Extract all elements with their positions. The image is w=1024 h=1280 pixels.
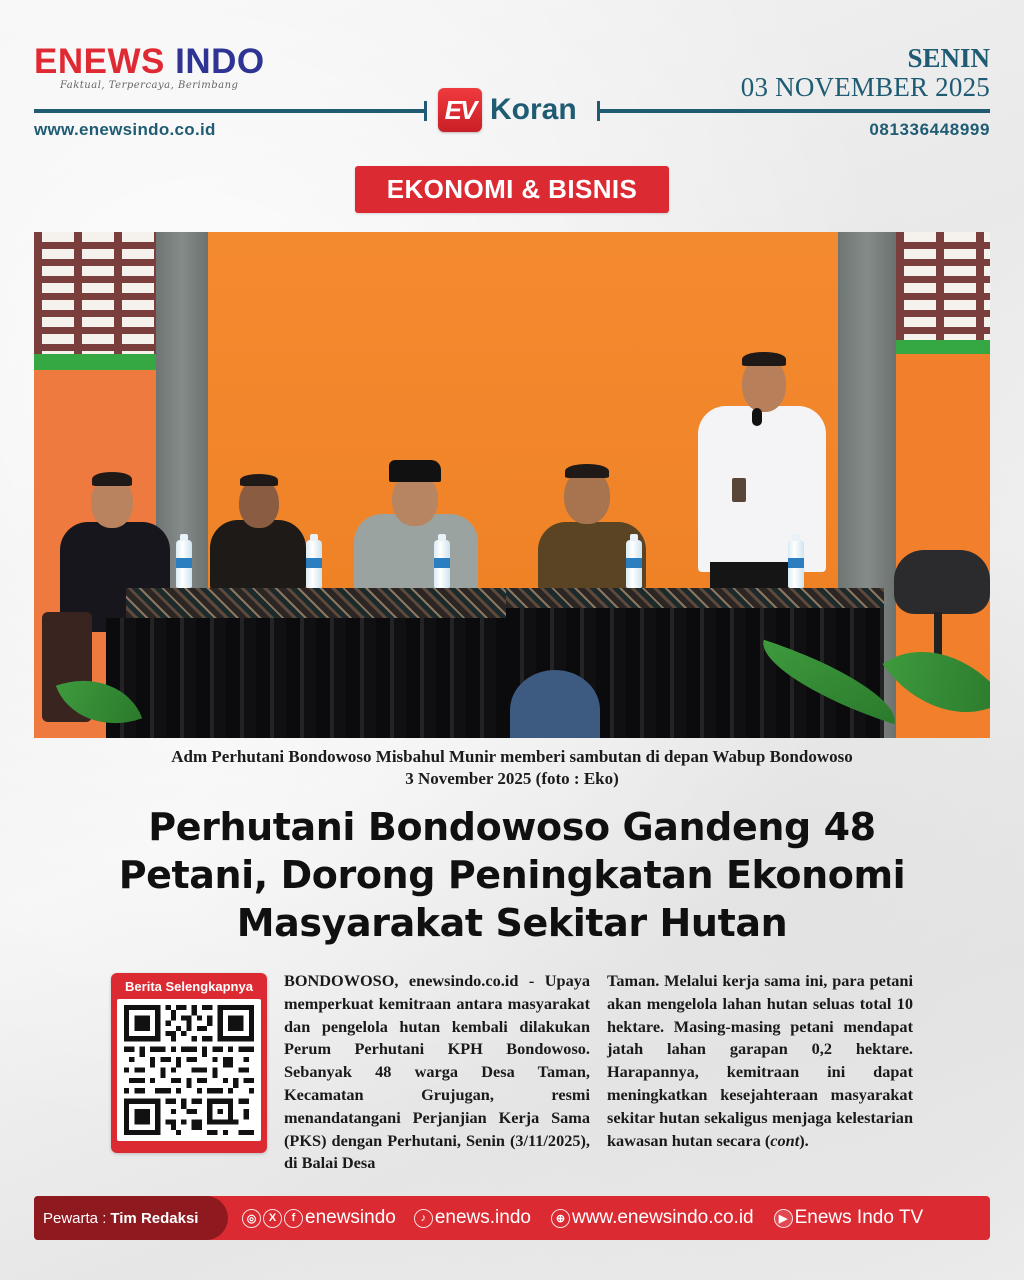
article-headline: [34, 803, 990, 947]
article-column-2-end: ).: [799, 1130, 809, 1150]
water-bottle: [788, 540, 804, 588]
table-cloth-right: [506, 588, 884, 608]
publication-day: SENIN: [907, 43, 990, 73]
person-3-peci: [389, 460, 441, 482]
person-1-hair: [92, 472, 132, 486]
x-icon: X: [263, 1209, 282, 1228]
brand-title-indo: INDO: [175, 42, 265, 81]
brand-title-enews: ENEWS: [34, 42, 165, 81]
water-bottle: [176, 540, 192, 588]
article-column-2-text: Taman. Melalui kerja sama ini, para petani akan mengelola lahan hutan seluas total 10 hektare. Masing-masing petani mendapat jatah lahan garapan 0,2 hektare. Harapannya, kemitraan ini dapat meningkatkan kesejahteraan masyarakat sekitar hutan sekaligus menjaga kelestarian kawasan hutan secara (: [607, 971, 913, 1150]
person-4-hair: [565, 464, 609, 478]
table-skirt-left: [106, 618, 506, 738]
brand-title: [34, 42, 265, 82]
youtube-icon: ▶: [774, 1209, 793, 1228]
photo-caption: [34, 746, 990, 790]
person-2-hair: [240, 474, 278, 486]
edition-label: Koran: [490, 93, 577, 126]
qr-card[interactable]: [111, 973, 267, 1153]
header-rule-left: [34, 109, 426, 113]
headline-line-3: Masyarakat Sekitar Hutan: [236, 901, 788, 945]
header-rule-right: [598, 109, 990, 113]
brick-vent-right: [896, 232, 990, 340]
reporter-name: Tim Redaksi: [110, 1209, 199, 1227]
ev-logo-icon: EV: [438, 88, 482, 132]
social-link-website[interactable]: [551, 1207, 754, 1229]
brand-logo: [34, 42, 265, 91]
category-badge: EKONOMI & BISNIS: [355, 166, 669, 213]
publication-date: 03 NOVEMBER 2025: [740, 72, 990, 102]
edition-badge: [438, 88, 577, 132]
website-link[interactable]: www.enewsindo.co.id: [34, 120, 216, 139]
header-rule-cap-left: [424, 101, 427, 121]
water-bottle: [306, 540, 322, 588]
article-column-2: [607, 970, 913, 1152]
brand-tagline: Faktual, Terpercaya, Berimbang: [60, 80, 239, 91]
green-band-left: [34, 354, 156, 370]
water-bottle: [626, 540, 642, 588]
social-handle-tiktok: enews.indo: [434, 1207, 531, 1228]
social-link-tiktok[interactable]: [414, 1207, 531, 1229]
headline-line-2: Petani, Dorong Peningkatan Ekonomi: [118, 853, 906, 897]
speaker-body: [698, 406, 826, 572]
globe-icon: ⊕: [551, 1209, 570, 1228]
article-column-1: BONDOWOSO, enewsindo.co.id - Upaya memperkuat kemitraan antara masyarakat dan pengelola hutan kembali dilakukan Perum Perhutani KPH Bondowoso. Sebanyak 48 warga Desa Taman, Kecamatan Grujugan, resmi menandatangani Perjanjian Kerja Sama (PKS) dengan Perhutani, Senin (3/11/2025), di Balai Desa: [284, 971, 590, 1173]
speaker-trousers: [710, 562, 800, 590]
photo-caption-line-2: 3 November 2025 (foto : Eko): [405, 769, 619, 788]
water-bottle: [434, 540, 450, 588]
social-handle-enewsindo: enewsindo: [305, 1207, 396, 1228]
table-cloth-left: [126, 588, 506, 618]
header-rule-cap-right: [597, 101, 600, 121]
phone-number: 081336448999: [869, 120, 990, 139]
photo-caption-line-1: Adm Perhutani Bondowoso Misbahul Munir memberi sambutan di depan Wabup Bondowoso: [171, 747, 853, 766]
social-link-enewsindo[interactable]: [242, 1207, 396, 1229]
social-handle-website: www.enewsindo.co.id: [571, 1207, 754, 1228]
social-link-youtube[interactable]: [774, 1207, 924, 1229]
qr-label: Berita Selengkapnya: [125, 979, 253, 994]
reporter-label: Pewarta :: [43, 1209, 107, 1227]
reporter-credit: [34, 1196, 228, 1240]
social-handle-youtube: Enews Indo TV: [794, 1207, 924, 1228]
qr-code[interactable]: [117, 999, 261, 1141]
microphone-icon: [752, 408, 762, 426]
tiktok-icon: ♪: [414, 1209, 433, 1228]
speaker-hair: [742, 352, 786, 366]
person-2-body: [210, 520, 306, 590]
footer-bar: [34, 1196, 990, 1240]
article-photo: [34, 232, 990, 738]
office-chair: [894, 550, 990, 614]
qr-code-icon: [123, 1005, 255, 1135]
headline-line-1: Perhutani Bondowoso Gandeng 48: [148, 805, 876, 849]
article-cont-marker: cont: [770, 1130, 800, 1150]
facebook-icon: f: [284, 1209, 303, 1228]
brick-vent-left: [34, 232, 156, 354]
green-band-right: [896, 340, 990, 354]
instagram-icon: ◎: [242, 1209, 261, 1228]
id-badge: [732, 478, 746, 502]
